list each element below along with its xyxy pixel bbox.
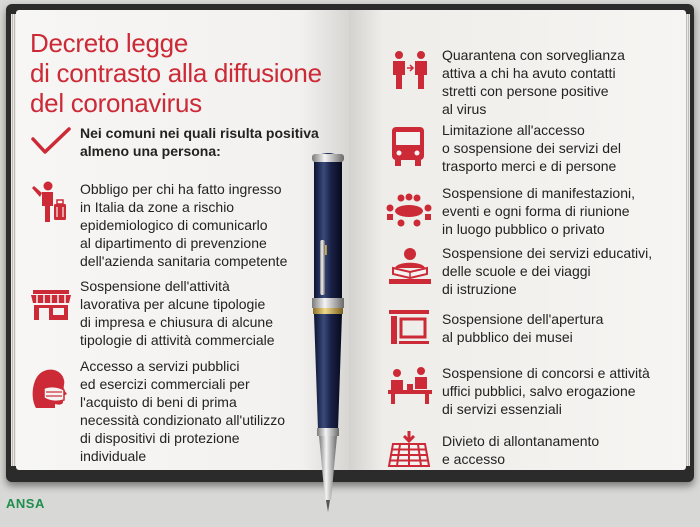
list-item: Sospensione dei servizi educativi, delle scuole e dei viaggi di istruzione xyxy=(442,245,653,297)
title-line-2: di contrasto alla diffusione xyxy=(30,58,322,88)
shop-icon xyxy=(30,288,72,322)
mask-icon xyxy=(28,364,70,410)
list-item: Sospensione di concorsi e attività uffici pubblici, salvo erogazione di servizi essenziali xyxy=(442,365,650,417)
list-item: Sospensione dell'attività lavorativa per alcune tipologie di impresa e chiusura di alcune tipologie di attività commerciale xyxy=(80,278,275,348)
list-item: Quarantena con sorveglianza attiva a chi ha avuto contatti stretti con persone positive al virus xyxy=(442,47,625,117)
quarantine-icon xyxy=(387,50,433,90)
ansa-logo: ANSA xyxy=(6,496,45,511)
fountain-pen-illustration xyxy=(298,140,358,522)
list-item: Sospensione di manifestazioni, eventi e ogni forma di riunione in luogo pubblico o privato xyxy=(442,185,636,237)
infographic-title xyxy=(30,28,350,118)
meeting-icon xyxy=(385,192,433,228)
title-line-1: Decreto legge xyxy=(30,28,188,58)
title-line-3: del coronavirus xyxy=(30,88,202,118)
list-item: Limitazione all'accesso o sospensione dei servizi del trasporto merci e di persone xyxy=(442,122,621,174)
school-icon xyxy=(387,246,433,288)
list-item: Sospensione dell'apertura al pubblico dei musei xyxy=(442,311,604,345)
list-item: Accesso a servizi pubblici ed esercizi commerciali per l'acquisto di beni di prima necessità condizionato all'utilizzo di dispositivi di protezione individuale xyxy=(80,358,286,464)
bus-icon xyxy=(387,126,429,168)
list-item: Divieto di allontanamento e accesso xyxy=(442,433,600,467)
museum-icon xyxy=(387,308,431,346)
no-exit-icon xyxy=(387,430,431,468)
office-icon xyxy=(387,367,433,405)
checkmark-icon xyxy=(30,126,72,156)
intro-line-1: Nei comuni nei quali risulta positiva xyxy=(80,125,319,141)
intro-line-2: almeno una persona: xyxy=(80,143,221,159)
traveler-icon xyxy=(30,180,70,224)
list-item: Obbligo per chi ha fatto ingresso in Italia da zone a rischio epidemiologico di comunicarlo al dipartimento di prevenzione dell'azienda sanitaria competente xyxy=(80,181,288,269)
